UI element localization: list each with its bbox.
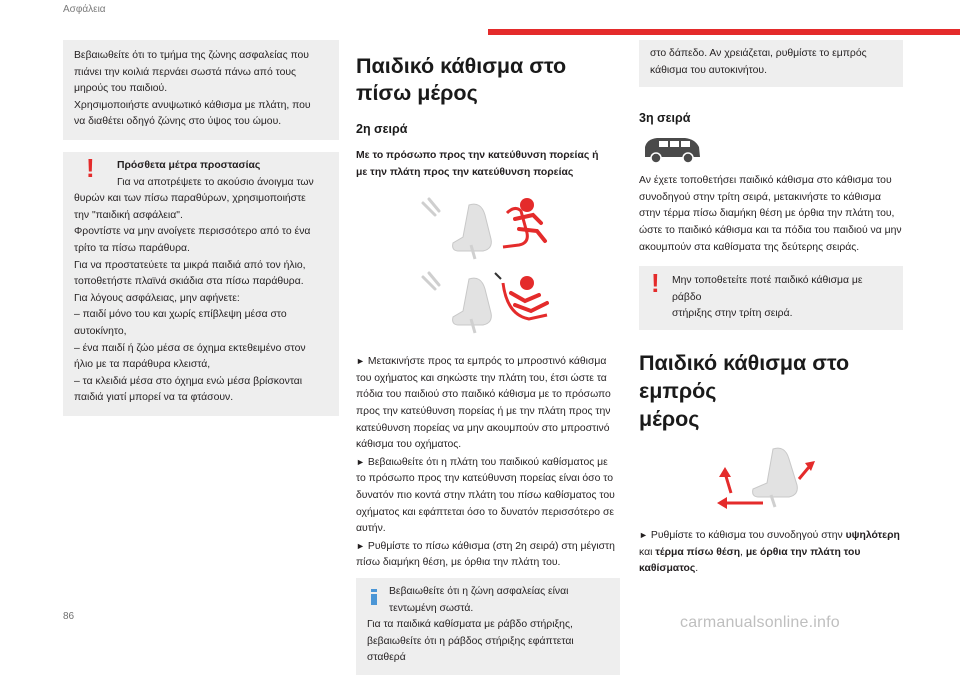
front-seat-adjust-illustration: [701, 443, 833, 509]
front-instruction-line-1: ► Ρυθμίστε το κάθισμα του συνοδηγού στην υψηλότερη: [639, 529, 900, 541]
header-accent-bar: [488, 29, 960, 35]
warning-box-row3: [639, 266, 903, 330]
front-instruction-line-3: καθίσματος.: [639, 563, 699, 575]
info-line: στο δάπεδο. Αν χρειάζεται, ρυθμίστε το εμπρός: [650, 48, 867, 59]
bullet-arrow-icon: ►: [356, 456, 365, 467]
info-line: βεβαιωθείτε ότι η ράβδος στήριξης εφάπτεται σταθερά: [367, 635, 574, 664]
section-title-front-2: μέρος: [639, 406, 700, 431]
continued-info-box: [639, 40, 903, 87]
note-line: Βεβαιωθείτε ότι το τμήμα της ζώνης ασφαλείας που: [74, 50, 309, 61]
info-line: τεντωμένη σωστά.: [389, 602, 474, 614]
instruction-line: αυτήν.: [356, 523, 386, 535]
header-title: Ασφάλεια: [63, 4, 106, 15]
warning-line: την "παιδική ασφάλεια".: [74, 209, 183, 221]
warning-icon: !: [651, 268, 660, 299]
warning-line: Για να προστατεύετε τα μικρά παιδιά από τον ήλιο,: [74, 259, 306, 271]
row2-heading: 2η σειρά: [356, 122, 408, 136]
warning-line: αυτοκίνητο,: [74, 325, 127, 337]
row3-line: ακουμπούν στα καθίσματα της δεύτερης σειράς.: [639, 241, 860, 253]
bullet-arrow-icon: ►: [356, 540, 365, 551]
column-left: [63, 40, 339, 416]
row3-line: ώστε το παιδικό κάθισμα και τα πόδια του παιδιού να μην: [639, 224, 902, 236]
instruction-line: δυνατόν πιο κοντά στην πλάτη του πίσω καθίσματος του: [356, 489, 615, 501]
rear-facing-seat-illustration: [411, 269, 561, 335]
instruction-line: προς την κατεύθυνση πορείας ή με την πλάτη προς την: [356, 405, 611, 417]
front-instruction-line-2: και τέρμα πίσω θέση, με όρθια την πλάτη του: [639, 546, 861, 558]
instruction-line: το πρόσωπο προς την κατεύθυνση πορείας είναι όσο το: [356, 473, 613, 485]
info-line: Βεβαιωθείτε ότι η ζώνη ασφαλείας είναι: [389, 585, 569, 597]
warning-line: τρίτο τα πίσω παράθυρα.: [74, 242, 190, 254]
bullet-arrow-icon: ►: [356, 356, 365, 367]
orientation-line: με την πλάτη προς την κατεύθυνση πορείας: [356, 166, 574, 178]
warning-line: Μην τοποθετείτε ποτέ παιδικό κάθισμα με ράβδο: [672, 275, 863, 303]
warning-line: – παιδί μόνο του και χωρίς επίβλεψη μέσα στο: [74, 309, 287, 321]
instruction-line: του οχήματος και σηκώστε την πλάτη του, έτσι ώστε τα: [356, 372, 607, 384]
warning-icon: !: [86, 152, 95, 183]
warning-line: Για να αποτρέψετε το ακούσιο άνοιγμα των: [117, 176, 314, 188]
warning-line: Για λόγους ασφάλειας, μην αφήνετε:: [74, 292, 240, 304]
instruction-line: ► Ρυθμίστε το πίσω κάθισμα (στη 2η σειρά) στη μέγιστη: [356, 540, 615, 552]
row3-line: στην τέρμα πίσω διαμήκη θέση με όρθια την πλάτη του,: [639, 208, 895, 220]
column-right: [639, 40, 903, 578]
warning-box: [63, 152, 339, 416]
section-title-rear: Παιδικό κάθισμα στο πίσω μέρος: [356, 54, 567, 105]
page-number: 86: [63, 611, 75, 622]
instruction-line: ► Μετακινήστε προς τα εμπρός το μπροστινό κάθισμα: [356, 356, 607, 368]
warning-line: στήριξης στην τρίτη σειρά.: [672, 308, 793, 320]
info-line: κάθισμα του αυτοκινήτου.: [650, 64, 767, 76]
warning-line: παιδιά γιατί μπορεί να τα φτάσουν.: [74, 392, 234, 404]
info-line: Για τα παιδικά καθίσματα με ράβδο στήριξης,: [367, 619, 573, 631]
row3-line: συνοδηγού στην τρίτη σειρά, μετακινήστε το κάθισμα: [639, 191, 881, 203]
instruction-line: πίσω διαμήκη θέση, με όρθια την πλάτη του.: [356, 557, 561, 569]
note-line: μηρούς του παιδιού.: [74, 83, 168, 95]
instruction-line: κάθισμα του οχήματος.: [356, 439, 462, 451]
info-icon: [369, 589, 379, 605]
warning-line: τοποθετήστε πλαϊνά σκιάδια στα πίσω παράθυρα.: [74, 276, 304, 288]
warning-line: ήλιο με τα παράθυρα κλειστά,: [74, 359, 211, 371]
watermark: carmanualsonline.info: [680, 614, 840, 631]
warning-line: – ένα παιδί ή ζώο μέσα σε όχημα εκτεθειμένο στον: [74, 342, 306, 354]
orientation-line: Με το πρόσωπο προς την κατεύθυνση πορείας ή: [356, 150, 599, 161]
row3-line: Αν έχετε τοποθετήσει παιδικό κάθισμα στο κάθισμα του: [639, 175, 892, 187]
instruction-line: ► Βεβαιωθείτε ότι η πλάτη του παιδικού καθίσματος με: [356, 456, 608, 468]
bullet-arrow-icon: ►: [639, 529, 648, 540]
section-title-front-1: Παιδικό κάθισμα στο εμπρός: [639, 350, 850, 403]
warning-line: – τα κλειδιά μέσα στο όχημα ενώ μέσα βρίσκονται: [74, 375, 303, 387]
warning-line: Φροντίστε να μην ανοίγετε περισσότερο από το ένα: [74, 226, 311, 238]
note-line: πιάνει την κοιλιά περνάει σωστά πάνω από τους: [74, 66, 297, 78]
note-line: Χρησιμοποιήστε ανυψωτικό κάθισμα με πλάτη, που: [74, 99, 311, 111]
row3-heading: 3η σειρά: [639, 111, 691, 126]
warning-title: Πρόσθετα μέτρα προστασίας: [117, 159, 261, 171]
instruction-line: οχήματος και εφάπτεται όσο το δυνατόν περισσότερο σε: [356, 506, 615, 518]
warning-line: θυρών και των πίσω παραθύρων, χρησιμοποιήστε: [74, 193, 306, 205]
instruction-line: κατεύθυνση πορείας να μην ακουμπούν στο μπροστινό: [356, 422, 610, 434]
info-box: [356, 578, 620, 675]
instruction-line: πόδια του παιδιού στο παιδικό κάθισμα με το πρόσωπο: [356, 389, 611, 401]
note-line: να διαθέτει οδηγό ζώνης στο ύψος του ώμου.: [74, 116, 282, 128]
minivan-icon: [641, 135, 703, 165]
note-box: [63, 40, 339, 140]
column-middle: [356, 40, 620, 675]
forward-facing-seat-illustration: [411, 195, 561, 261]
